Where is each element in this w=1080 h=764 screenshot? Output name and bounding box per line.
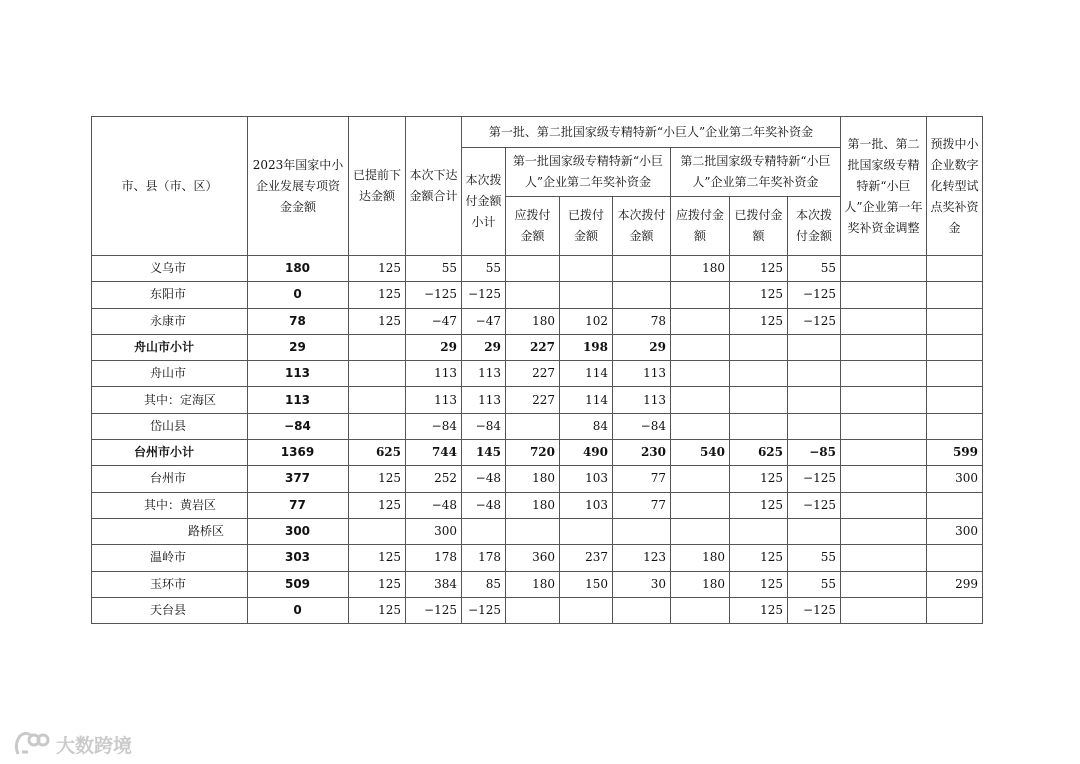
table-cell: [671, 387, 730, 413]
camera-logo-icon: [12, 728, 52, 760]
table-body: [92, 256, 983, 624]
table-cell: 300: [406, 518, 462, 544]
table-cell: 180: [506, 466, 560, 492]
header-this-subtotal: 本次拨付金额小计: [462, 148, 506, 256]
table-cell: 744: [406, 440, 462, 466]
row-name: 舟山市小计: [92, 334, 248, 360]
table-cell: 237: [560, 545, 613, 571]
table-cell: 125: [730, 256, 788, 282]
table-cell: 180: [506, 308, 560, 334]
header-b1-should-pay: 应拨付金额: [506, 197, 560, 256]
header-batch1: 第一批国家级专精特新“小巨人”企业第二年奖补资金: [506, 148, 671, 197]
table-cell: [841, 413, 927, 439]
table-row: [92, 387, 983, 413]
table-cell: [560, 518, 613, 544]
row-name: 其中：黄岩区: [92, 492, 248, 518]
table-cell: 125: [730, 597, 788, 623]
table-cell: 114: [560, 361, 613, 387]
table-cell: 125: [349, 308, 406, 334]
table-cell: 303: [248, 545, 349, 571]
table-cell: 180: [671, 571, 730, 597]
table-cell: −48: [462, 492, 506, 518]
table-cell: [613, 282, 671, 308]
table-cell: [506, 413, 560, 439]
table-cell: −85: [788, 440, 841, 466]
header-region: 市、县（市、区）: [92, 117, 248, 256]
table-cell: 29: [613, 334, 671, 360]
table-cell: 113: [462, 387, 506, 413]
row-name: 台州市: [92, 466, 248, 492]
table-cell: [671, 597, 730, 623]
table-row: [92, 466, 983, 492]
allocation-table: [91, 116, 983, 624]
table-cell: 77: [613, 466, 671, 492]
table-cell: 113: [406, 361, 462, 387]
table-cell: [671, 413, 730, 439]
table-cell: [730, 387, 788, 413]
table-cell: 78: [248, 308, 349, 334]
row-name: 永康市: [92, 308, 248, 334]
header-b2-should-pay: 应拨付金额: [671, 197, 730, 256]
table-cell: 227: [506, 387, 560, 413]
table-cell: 55: [462, 256, 506, 282]
table-cell: 114: [560, 387, 613, 413]
table-cell: [730, 361, 788, 387]
table-cell: [560, 282, 613, 308]
header-total-2023: 2023年国家中小企业发展专项资金金额: [248, 117, 349, 256]
table-cell: [506, 518, 560, 544]
table-cell: 77: [613, 492, 671, 518]
table-cell: 113: [462, 361, 506, 387]
table-cell: 125: [730, 466, 788, 492]
table-cell: 102: [560, 308, 613, 334]
table-row: [92, 571, 983, 597]
table-cell: 84: [560, 413, 613, 439]
table-cell: [671, 282, 730, 308]
table-cell: [927, 308, 983, 334]
watermark-text: 大数跨境: [56, 734, 133, 757]
table-cell: [671, 361, 730, 387]
table-cell: [506, 597, 560, 623]
header-this-total: 本次下达金额合计: [406, 117, 462, 256]
table-cell: [506, 256, 560, 282]
table-cell: [841, 361, 927, 387]
table-cell: [927, 387, 983, 413]
table-cell: 625: [730, 440, 788, 466]
table-cell: 230: [613, 440, 671, 466]
header-b2-paid: 已拨付金额: [730, 197, 788, 256]
table-cell: [730, 518, 788, 544]
table-cell: 78: [613, 308, 671, 334]
table-cell: [841, 597, 927, 623]
row-name: 义乌市: [92, 256, 248, 282]
table-cell: [560, 597, 613, 623]
table-cell: 599: [927, 440, 983, 466]
table-cell: 0: [248, 597, 349, 623]
table-cell: [613, 256, 671, 282]
table-cell: [788, 413, 841, 439]
table-cell: [730, 413, 788, 439]
table-cell: 125: [730, 492, 788, 518]
table-cell: 125: [730, 545, 788, 571]
table-cell: −84: [248, 413, 349, 439]
row-name: 东阳市: [92, 282, 248, 308]
table-cell: −84: [406, 413, 462, 439]
table-cell: 125: [349, 466, 406, 492]
table-cell: 125: [349, 571, 406, 597]
table-row: [92, 440, 983, 466]
table-cell: [671, 518, 730, 544]
header-digital: 预拨中小企业数字化转型试点奖补资金: [927, 117, 983, 256]
row-name: 温岭市: [92, 545, 248, 571]
table-row: [92, 361, 983, 387]
table-cell: 125: [730, 282, 788, 308]
table-cell: 55: [788, 256, 841, 282]
table-cell: 377: [248, 466, 349, 492]
table-cell: 198: [560, 334, 613, 360]
table-cell: −84: [613, 413, 671, 439]
row-name: 舟山市: [92, 361, 248, 387]
table-cell: [349, 387, 406, 413]
table-cell: 252: [406, 466, 462, 492]
table-cell: 490: [560, 440, 613, 466]
table-cell: 125: [349, 256, 406, 282]
table-row: [92, 545, 983, 571]
table-cell: 125: [730, 308, 788, 334]
table-cell: [671, 308, 730, 334]
table-row: [92, 334, 983, 360]
table-cell: 299: [927, 571, 983, 597]
table-cell: [671, 492, 730, 518]
table-cell: 113: [613, 387, 671, 413]
table-cell: 180: [671, 256, 730, 282]
header-b1-this-pay: 本次拨付金额: [613, 197, 671, 256]
table-cell: [927, 334, 983, 360]
table-cell: 125: [730, 571, 788, 597]
table-cell: [613, 518, 671, 544]
table-cell: 77: [248, 492, 349, 518]
table-cell: −84: [462, 413, 506, 439]
table-cell: −125: [406, 282, 462, 308]
table-cell: 145: [462, 440, 506, 466]
table-cell: [462, 518, 506, 544]
header-b1-paid: 已拨付金额: [560, 197, 613, 256]
table-row: [92, 518, 983, 544]
table-cell: [841, 334, 927, 360]
header-b2-this-pay: 本次拨付金额: [788, 197, 841, 256]
table-cell: 125: [349, 282, 406, 308]
table-cell: 113: [406, 387, 462, 413]
table-cell: 720: [506, 440, 560, 466]
table-cell: 0: [248, 282, 349, 308]
table-cell: 178: [462, 545, 506, 571]
table-cell: 85: [462, 571, 506, 597]
table-cell: 180: [506, 571, 560, 597]
table-cell: [927, 597, 983, 623]
row-name: 天台县: [92, 597, 248, 623]
table-cell: 29: [406, 334, 462, 360]
table-cell: [927, 413, 983, 439]
table-cell: [730, 334, 788, 360]
table-cell: 1369: [248, 440, 349, 466]
header-group-main: 第一批、第二批国家级专精特新“小巨人”企业第二年奖补资金: [462, 117, 841, 148]
table-cell: 150: [560, 571, 613, 597]
table-row: [92, 492, 983, 518]
table-cell: 384: [406, 571, 462, 597]
table-cell: 300: [248, 518, 349, 544]
table-row: [92, 256, 983, 282]
table-cell: −47: [462, 308, 506, 334]
table-cell: [788, 361, 841, 387]
table-cell: −125: [406, 597, 462, 623]
table-cell: 227: [506, 334, 560, 360]
table-cell: −47: [406, 308, 462, 334]
table-cell: [788, 518, 841, 544]
table-cell: [613, 597, 671, 623]
table-cell: [349, 518, 406, 544]
row-name: 台州市小计: [92, 440, 248, 466]
table-cell: [927, 492, 983, 518]
table-cell: [841, 282, 927, 308]
table-cell: 30: [613, 571, 671, 597]
table-row: [92, 308, 983, 334]
table-cell: 300: [927, 518, 983, 544]
table-cell: [349, 413, 406, 439]
row-name: 路桥区: [92, 518, 248, 544]
table-cell: 360: [506, 545, 560, 571]
table-cell: 55: [788, 571, 841, 597]
table-cell: −125: [788, 597, 841, 623]
table-cell: −125: [462, 282, 506, 308]
table-cell: 180: [506, 492, 560, 518]
table-cell: 540: [671, 440, 730, 466]
table-cell: 180: [671, 545, 730, 571]
table-cell: 509: [248, 571, 349, 597]
table-cell: [349, 361, 406, 387]
table-cell: 625: [349, 440, 406, 466]
header-pre-issued: 已提前下达金额: [349, 117, 406, 256]
table-cell: −125: [462, 597, 506, 623]
table-cell: 125: [349, 597, 406, 623]
table-cell: 125: [349, 492, 406, 518]
table-row: [92, 282, 983, 308]
table-cell: [927, 282, 983, 308]
table-cell: 113: [248, 387, 349, 413]
table-cell: 123: [613, 545, 671, 571]
table-cell: −125: [788, 308, 841, 334]
table-cell: [560, 256, 613, 282]
table-cell: 103: [560, 492, 613, 518]
table-cell: [788, 334, 841, 360]
table-cell: [671, 466, 730, 492]
table-cell: [349, 334, 406, 360]
table-cell: −125: [788, 466, 841, 492]
table-row: [92, 413, 983, 439]
table-cell: [841, 492, 927, 518]
table-cell: [671, 334, 730, 360]
table-cell: −48: [406, 492, 462, 518]
table-cell: [841, 440, 927, 466]
header-batch2: 第二批国家级专精特新“小巨人”企业第二年奖补资金: [671, 148, 841, 197]
table-cell: 180: [248, 256, 349, 282]
table-cell: [841, 466, 927, 492]
table-cell: [841, 308, 927, 334]
header-adjust: 第一批、第二批国家级专精特新“小巨人”企业第一年奖补资金调整: [841, 117, 927, 256]
table-cell: [841, 545, 927, 571]
table-cell: 178: [406, 545, 462, 571]
table-cell: [927, 545, 983, 571]
watermark: [12, 726, 132, 762]
table-cell: 113: [248, 361, 349, 387]
table-cell: 113: [613, 361, 671, 387]
table-cell: 55: [788, 545, 841, 571]
row-name: 玉环市: [92, 571, 248, 597]
table-cell: [841, 518, 927, 544]
table-cell: 29: [248, 334, 349, 360]
row-name: 其中：定海区: [92, 387, 248, 413]
table-cell: 29: [462, 334, 506, 360]
table-cell: [927, 361, 983, 387]
table-cell: [927, 256, 983, 282]
table-cell: 300: [927, 466, 983, 492]
row-name: 岱山县: [92, 413, 248, 439]
table-row: [92, 597, 983, 623]
table-cell: 125: [349, 545, 406, 571]
table-cell: [841, 571, 927, 597]
table-cell: 227: [506, 361, 560, 387]
table-cell: 55: [406, 256, 462, 282]
table-cell: −125: [788, 282, 841, 308]
table-cell: −48: [462, 466, 506, 492]
table-cell: −125: [788, 492, 841, 518]
table-cell: [841, 387, 927, 413]
table-cell: 103: [560, 466, 613, 492]
table-cell: [506, 282, 560, 308]
table-cell: [788, 387, 841, 413]
table-cell: [841, 256, 927, 282]
